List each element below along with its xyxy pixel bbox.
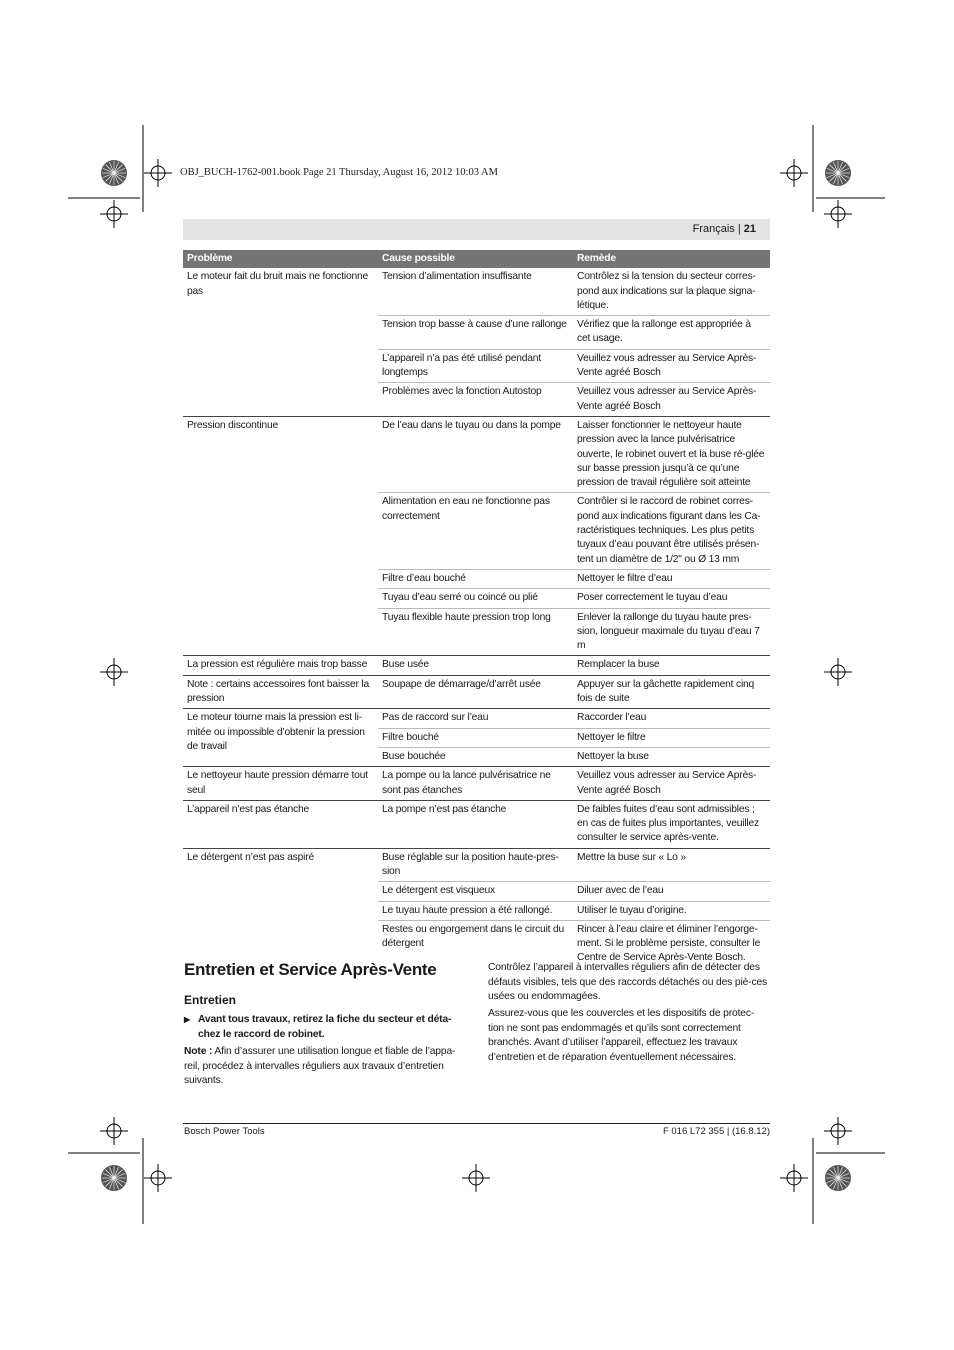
inspection-paragraph: Contrôlez l’appareil à intervalles réguliers afin de détecter des défauts visibles, tels que des raccords détachés ou des piè-ces usées ou endommagées.	[488, 962, 768, 1003]
note-paragraph	[184, 1045, 469, 1089]
remedy-cell: Nettoyer le filtre d’eau	[573, 569, 770, 588]
remedy-cell: Laisser fonctionner le nettoyeur haute pression avec la lance pulvérisatrice ouverte, le robinet ouvert et la buse ré-glée sur basse pression jusqu’à ce qu’une pression de travail régulière soit atteinte	[573, 416, 770, 492]
table-row	[183, 268, 770, 315]
cause-cell: L’appareil n’a pas été utilisé pendant longtemps	[378, 349, 573, 383]
problem-cell: Le nettoyeur haute pression démarre tout seul	[183, 767, 378, 801]
remedy-cell: Mettre la buse sur « Lo »	[573, 848, 770, 882]
subsection-title: Entretien	[184, 993, 237, 1007]
cause-cell: Restes ou engorgement dans le circuit du détergent	[382, 923, 565, 950]
cause-cell: Soupape de démarrage/d’arrêt usée	[378, 675, 573, 709]
problem-cell: Note : certains accessoires font baisser la pression	[183, 675, 378, 709]
warning-bullet	[184, 1013, 469, 1042]
table-row	[183, 800, 770, 848]
cause-cell: Tension d’alimentation insuffisante	[378, 268, 573, 315]
table-row	[183, 848, 770, 882]
footer-doc-number: F 016 L72 355 | (16.8.12)	[662, 1126, 770, 1137]
cause-cell: Filtre d’eau bouché	[378, 569, 573, 588]
cause-cell: Tuyau flexible haute pression trop long	[378, 608, 573, 656]
problem-cell: Le détergent n’est pas aspiré	[187, 851, 315, 863]
remedy-cell: Contrôlez si la tension du secteur corres-pond aux indications sur la plaque signa-létique.	[573, 268, 770, 315]
remedy-cell: Remplacer la buse	[573, 656, 770, 675]
remedy-cell: Nettoyer la buse	[573, 747, 770, 766]
table-row	[183, 675, 770, 709]
remedy-cell: De faibles fuites d’eau sont admissibles ; en cas de fuites plus importantes, veuillez consulter le service après-vente.	[573, 800, 770, 848]
cause-cell: Problèmes avec la fonction Autostop	[378, 383, 573, 417]
note-label: Note :	[184, 1046, 213, 1057]
remedy-cell: Rincer à l’eau claire et éliminer l’engorge-ment. Si le problème persiste, consulter le Centre de Service Après-Vente Bosch.	[577, 923, 761, 964]
cause-cell: La pompe n’est pas étanche	[378, 800, 573, 848]
cause-cell: Tension trop basse à cause d’une rallonge	[378, 316, 573, 350]
remedy-cell: Raccorder l’eau	[573, 709, 770, 728]
remedy-cell: Veuillez vous adresser au Service Après-Vente agréé Bosch	[573, 349, 770, 383]
triangle-bullet-icon: ▶	[184, 1015, 191, 1024]
cause-cell: Pas de raccord sur l’eau	[378, 709, 573, 728]
footer-brand: Bosch Power Tools	[184, 1126, 265, 1137]
troubleshooting-table	[183, 250, 770, 968]
remedy-cell: Utiliser le tuyau d’origine.	[573, 901, 770, 920]
problem-cell: Pression discontinue	[183, 416, 378, 655]
problem-cell: La pression est régulière mais trop basse	[183, 656, 378, 675]
table-row	[183, 709, 770, 728]
remedy-cell: Nettoyer le filtre	[573, 728, 770, 747]
cause-cell: Buse usée	[378, 656, 573, 675]
column-header: Cause possible	[378, 250, 573, 268]
remedy-cell: Poser correctement le tuyau d’eau	[573, 589, 770, 608]
problem-cell: Le moteur tourne mais la pression est li-mitée ou impossible d’obtenir la pression de travail	[183, 709, 378, 767]
cause-cell: Buse réglable sur la position haute-pres-sion	[378, 848, 573, 882]
bullet-text: Avant tous travaux, retirez la fiche du secteur et déta-chez le raccord de robinet.	[198, 1014, 452, 1040]
cause-cell: La pompe ou la lance pulvérisatrice ne sont pas étanches	[378, 767, 573, 801]
table-header-row	[183, 250, 770, 268]
cause-cell: Le détergent est visqueux	[378, 882, 573, 901]
column-header: Remède	[573, 250, 770, 268]
remedy-cell: Contrôler si le raccord de robinet corres-pond aux indications figurant dans les Ca-ractéristiques techniques. Les plus petits tuyaux d’eau pouvant être utilisés présen-tent un diamètre de 1/2" ou Ø 13 mm	[573, 493, 770, 569]
table-row	[183, 767, 770, 801]
footer-rule	[183, 1123, 770, 1124]
note-text: Afin d’assurer une utilisation longue et fiable de l’appa-reil, procédez à intervalles réguliers aux travaux d’entretien suivants.	[184, 1046, 456, 1087]
cause-cell: Alimentation en eau ne fonctionne pas correctement	[378, 493, 573, 569]
book-info-line: OBJ_BUCH-1762-001.book Page 21 Thursday, August 16, 2012 10:03 AM	[180, 167, 498, 178]
cause-cell: De l’eau dans le tuyau ou dans la pompe	[378, 416, 573, 492]
cause-cell: Tuyau d’eau serré ou coincé ou plié	[378, 589, 573, 608]
remedy-cell: Appuyer sur la gâchette rapidement cinq fois de suite	[573, 675, 770, 709]
remedy-cell: Veuillez vous adresser au Service Après-Vente agréé Bosch	[573, 767, 770, 801]
remedy-cell: Vérifiez que la rallonge est appropriée à cet usage.	[573, 316, 770, 350]
problem-cell: Le moteur fait du bruit mais ne fonctionne pas	[183, 268, 378, 416]
table-row	[183, 416, 770, 492]
table-row	[183, 656, 770, 675]
remedy-cell: Enlever la rallonge du tuyau haute pres-sion, longueur maximale du tuyau d’eau 7 m	[573, 608, 770, 656]
section-title: Entretien et Service Après-Vente	[184, 960, 437, 979]
page-header-bar	[183, 219, 770, 240]
cause-cell: Le tuyau haute pression a été rallongé.	[378, 901, 573, 920]
remedy-cell: Diluer avec de l’eau	[573, 882, 770, 901]
column-header: Problème	[183, 250, 378, 268]
header-language: Français | 21	[692, 223, 756, 235]
cause-cell: Buse bouchée	[378, 747, 573, 766]
cause-cell: Filtre bouché	[378, 728, 573, 747]
problem-cell: L’appareil n’est pas étanche	[183, 800, 378, 848]
remedy-cell: Veuillez vous adresser au Service Après-Vente agréé Bosch	[573, 383, 770, 417]
covers-paragraph: Assurez-vous que les couvercles et les dispositifs de protec-tion ne sont pas endommagés et qu’ils sont correctement branchés. Avant d’utiliser l’appareil, effectuez les travaux d’entretien et de réparation éventuellement nécessaires.	[488, 1008, 755, 1063]
